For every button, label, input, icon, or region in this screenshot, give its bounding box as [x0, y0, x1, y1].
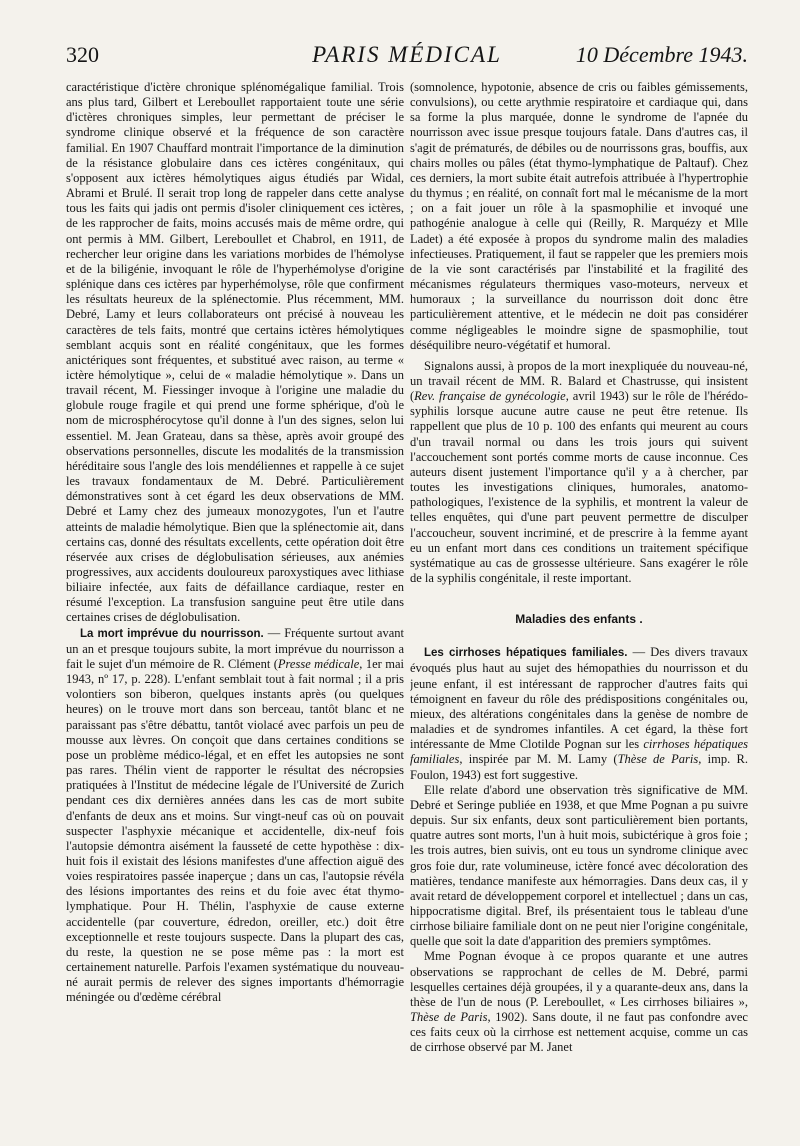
citation-title: Thèse de Paris — [410, 1010, 488, 1025]
paragraph-pognan — [410, 949, 748, 1055]
paragraph-text: , 1902). Sans doute, il ne faut pas confondre avec ces faits ceux où la cirrhose est nettement acquise, comme un cas de cirrhose observé par M. Janet — [410, 1010, 748, 1055]
issue-date: 10 Décembre 1943. — [575, 42, 748, 67]
paragraph-continuation: (somnolence, hypotonie, absence de cris ou faibles gémissements, convulsions), ou cette arythmie respiratoire et cardiaque qui, dans sa forme la plus marquée, donne le syndrome de l'apnée du nourrisson avec issue presque toujours fatale. Dans d'autres cas, il s'agit de prématurés, de débiles ou de nourrissons gras, bouffis, aux chairs molles ou pâles (état thymo-lymphatique de Paltauf). Chez ces derniers, la mort subite était autrefois attribuée à l'hypertrophie du thymus ; en réalité, on connaît fort mal le mécanisme de la mort ; on a fait jouer un rôle à la spasmophilie et invoqué une pathogénie analogue à celle qui (Reilly, R. Marquézy et Mlle Ladet) a été exposée à propos du syndrome malin des maladies infectieuses. Pratiquement, il faut se rappeler que les premiers mois de la vie sont caractérisés par l'instabilité et la fragilité des mécanismes régulateurs thermiques vaso-moteurs, nerveux et humoraux ; la surveillance du nourrisson doit donc être particulièrement attentive, et le médecin ne doit pas considérer comme négligeables le moindre signe de spasmophilie, tout déséquilibre neuro-végétatif et humoral. — [410, 80, 748, 352]
paragraph-text: , inspirée par M. M. Lamy ( — [459, 752, 618, 767]
runin-heading-cirrhosis: Les cirrhoses hépatiques familiales. — [424, 647, 628, 660]
paragraph-text: — Des divers travaux évoqués plus haut au sujet des hémopathies du nourrisson et du jeune enfant, il est intéressant de rapprocher d'autres faits qui témoignent en faveur du rôle des prédispositions congénitales ou, mieux, des altérations congénitales dans la genèse de nombre de maladies et de syndromes infantiles. A cet égard, la thèse fort intéressante de Mme Clotilde Pognan sur les — [410, 645, 748, 752]
citation-title: Thèse de Paris — [617, 752, 699, 767]
page-number: 320 — [66, 42, 99, 67]
paragraph-text: Mme Pognan évoque à ce propos quarante et une autres observations se rapprochant de celles de M. Debré, parmi lesquelles certaines déjà groupées, il y a quarante-deux ans, dans la thèse de l'un de nous (P. Lereboullet, « Les cirrhoses biliaires », — [410, 949, 748, 1009]
paragraph-text: , 1er mai 1943, nº 17, p. 228). L'enfant semblait tout à fait normal ; il a pris volontiers son biberon, quelques instants après (ou quelques heures) on le trouve mort dans son berceau, tantôt blanc et ne paraissant pas s'être débattu, tantôt violacé avec parfois un peu de mousse aux lèvres. On conçoit que dans certaines conditions se pose un problème médico-légal, et en effet les autopsies ne sont pas rares. Thélin vient de rapporter le résultat des nécropsies pratiquées à l'Institut de médecine légale de l'Université de Zurich pendant ces dix dernières années dans les cas de mort subite d'enfants de deux ans et moins. Sur vingt-neuf cas où on pouvait suspecter l'asphyxie mécanique et accidentelle, dix-neuf fois l'autopsie démontra aisément la fausseté de cette hypothèse : dix-huit fois il existait des lésions manifestes d'une affection aiguë des voies respiratoires passée inaperçue ; dans un cas, l'autopsie révéla des lésions importantes des reins et du foie avec état thymo-lymphatique. Pour H. Thélin, l'asphyxie de cause externe accidentelle (par couverture, édredon, oreiller, etc.) doit être exceptionnelle et reste toujours suspecte. Dans la plupart des cas, du reste, la question ne se pose même pas : la mort est certainement naturelle. Parfois l'examen systématique du nouveau-né aurait permis de relever des signes importants d'hémorragie méningée ou d'œdème cérébral — [66, 656, 404, 1005]
left-column — [66, 80, 404, 1120]
section-heading: Maladies des enfants . — [515, 612, 643, 627]
runin-heading-sudden-death: La mort imprévue du nourrisson. — [80, 627, 264, 640]
paragraph-text: Signalons aussi, à propos de la mort inexpliquée du nouveau-né, un travail récent de MM. R. Balard et Chastrusse, qui insistent ( — [410, 358, 748, 404]
paragraph-text: — Fréquente surtout avant un an et presque toujours subite, la mort imprévue du nourrisson a fait le sujet d'un mémoire de R. Clément ( — [66, 625, 404, 671]
page-header — [66, 42, 748, 70]
citation-title: Presse médicale — [277, 656, 360, 671]
right-column — [410, 80, 748, 1120]
journal-title: PARIS MÉDICAL — [312, 42, 502, 67]
paragraph-syphilis — [410, 359, 748, 586]
paragraph-text: , avril 1943) sur le rôle de l'hérédo-syphilis lorsque aucune autre cause ne peut être retenue. Ils rappellent que plus de 10 p. 100 des enfants qui meurent au cours d'un travail normal ou dans les trois jours qui suivent l'accouchement sont portés comme morts de cause inconnue. Ces auteurs disent justement l'importance qu'il y a à chercher, par toutes les investigations cliniques, humorales, anatomo-pathologiques, l'existence de la syphilis, et montrent la valeur de telles enquêtes, qui d'une part peuvent permettre de disculper l'accoucheur, souvent incriminé, et de prescrire à la femme ayant eu un enfant mort dans ces conditions un traitement spécifique systématique au cas de grossesse ultérieure. Sans exagérer le rôle de la syphilis congénitale, il reste important. — [410, 389, 748, 585]
citation-title: cirrhoses hépatiques familiales — [410, 737, 748, 767]
paragraph-text: , imp. R. Foulon, 1943) est fort suggestive. — [410, 752, 748, 782]
paragraph-observation: Elle relate d'abord une observation très significative de MM. Debré et Seringe publiée en 1938, et que Mme Pognan a pu suivre depuis. Sur six enfants, deux sont particulièrement bien portants, quatre autres sont morts, l'un à huit mois, subictérique à gros foie ; les trois autres, bien suivis, ont eu tous un syndrome clinique avec gros foie dur, rate volumineuse, ictère foncé avec décoloration des matières, tendance manifeste aux hémorragies. Dans deux cas, il y avait retard de développement corporel et intellectuel ; dans un cas, hippocratisme digital. Bref, ils présentaient tous le tableau d'une cirrhose biliaire familiale dont on ne peut nier l'origine congénitale, quelle que soit la date d'apparition des premiers symptômes. — [410, 782, 748, 949]
citation-title: Rev. française de gynécologie — [414, 389, 566, 404]
paragraph-hemolytic-icterus: caractéristique d'ictère chronique splénomégalique familial. Trois ans plus tard, Gilbert et Lereboullet rapportaient toute une série d'ictères chroniques simples, leur permettant de préciser le syndrome clinique observé et la fréquence de son caractère familial. En 1907 Chauffard montrait l'importance de la diminution de la résistance globulaire dans ces ictères congénitaux, qui s'opposent aux ictères hémolytiques aigus étudiés par Widal, Abrami et Brulé. Il serait trop long de rappeler dans cette analyse tous les faits qui jadis ont permis d'isoler cliniquement ces ictères, de les rapprocher de faits, moins accusés mais de même ordre, qui ont permis à MM. Gilbert, Lereboullet et Chabrol, en 1911, de rechercher leur origine dans les variations morbides de l'hémolyse et de la biligénie, invoquant le rôle de l'hyperhémolyse d'origine splénique dans ces ictères par hyperhémolyse, rôle que confirment les résultats heureux de la splénectomie. Plus récemment, MM. Debré, Lamy et leurs collaborateurs ont précisé à nouveau les caractères de tels faits, montré que certains ictères hémolytiques semblant acquis sont en réalité congénitaux, que les formes anictériques sont fréquentes, et substitué avec raison, au terme « ictère hémolytique », celui de « maladie hémolytique ». Dans un travail récent, M. Fiessinger invoque à l'origine une maladie du globule rouge fragile et qui prend une forme sphérique, d'où le nom de microsphérocytose qu'il donne à l'un des signes, selon lui essentiel. M. Jean Grateau, dans sa thèse, après avoir groupé des observations personnelles, discute les modalités de la transmission héréditaire sous l'angle des lois mendéliennes et rappelle à ce sujet les travaux fondamentaux de M. Debré. Particulièrement démonstratives sont à cet égard les deux observations de MM. Debré et Lamy chez des jumeaux monozygotes, l'un et l'autre atteints de maladie hémolytique. Bien que la splénectomie ait, dans certains cas, donné des résultats excellents, cette opération doit être réservée aux crises de déglobulisation sérieuses, aux anémies progressives, aux accidents douloureux paroxystiques avec lithiase biliaire infectée, aux faits de défaillance cardiaque, rester en résumé l'exception. La transfusion sanguine peut être utile dans certaines crises de déglobulisation. — [66, 80, 404, 625]
paragraph-sudden-infant-death — [66, 626, 404, 1006]
paragraph-hepatic-cirrhosis — [410, 645, 748, 782]
